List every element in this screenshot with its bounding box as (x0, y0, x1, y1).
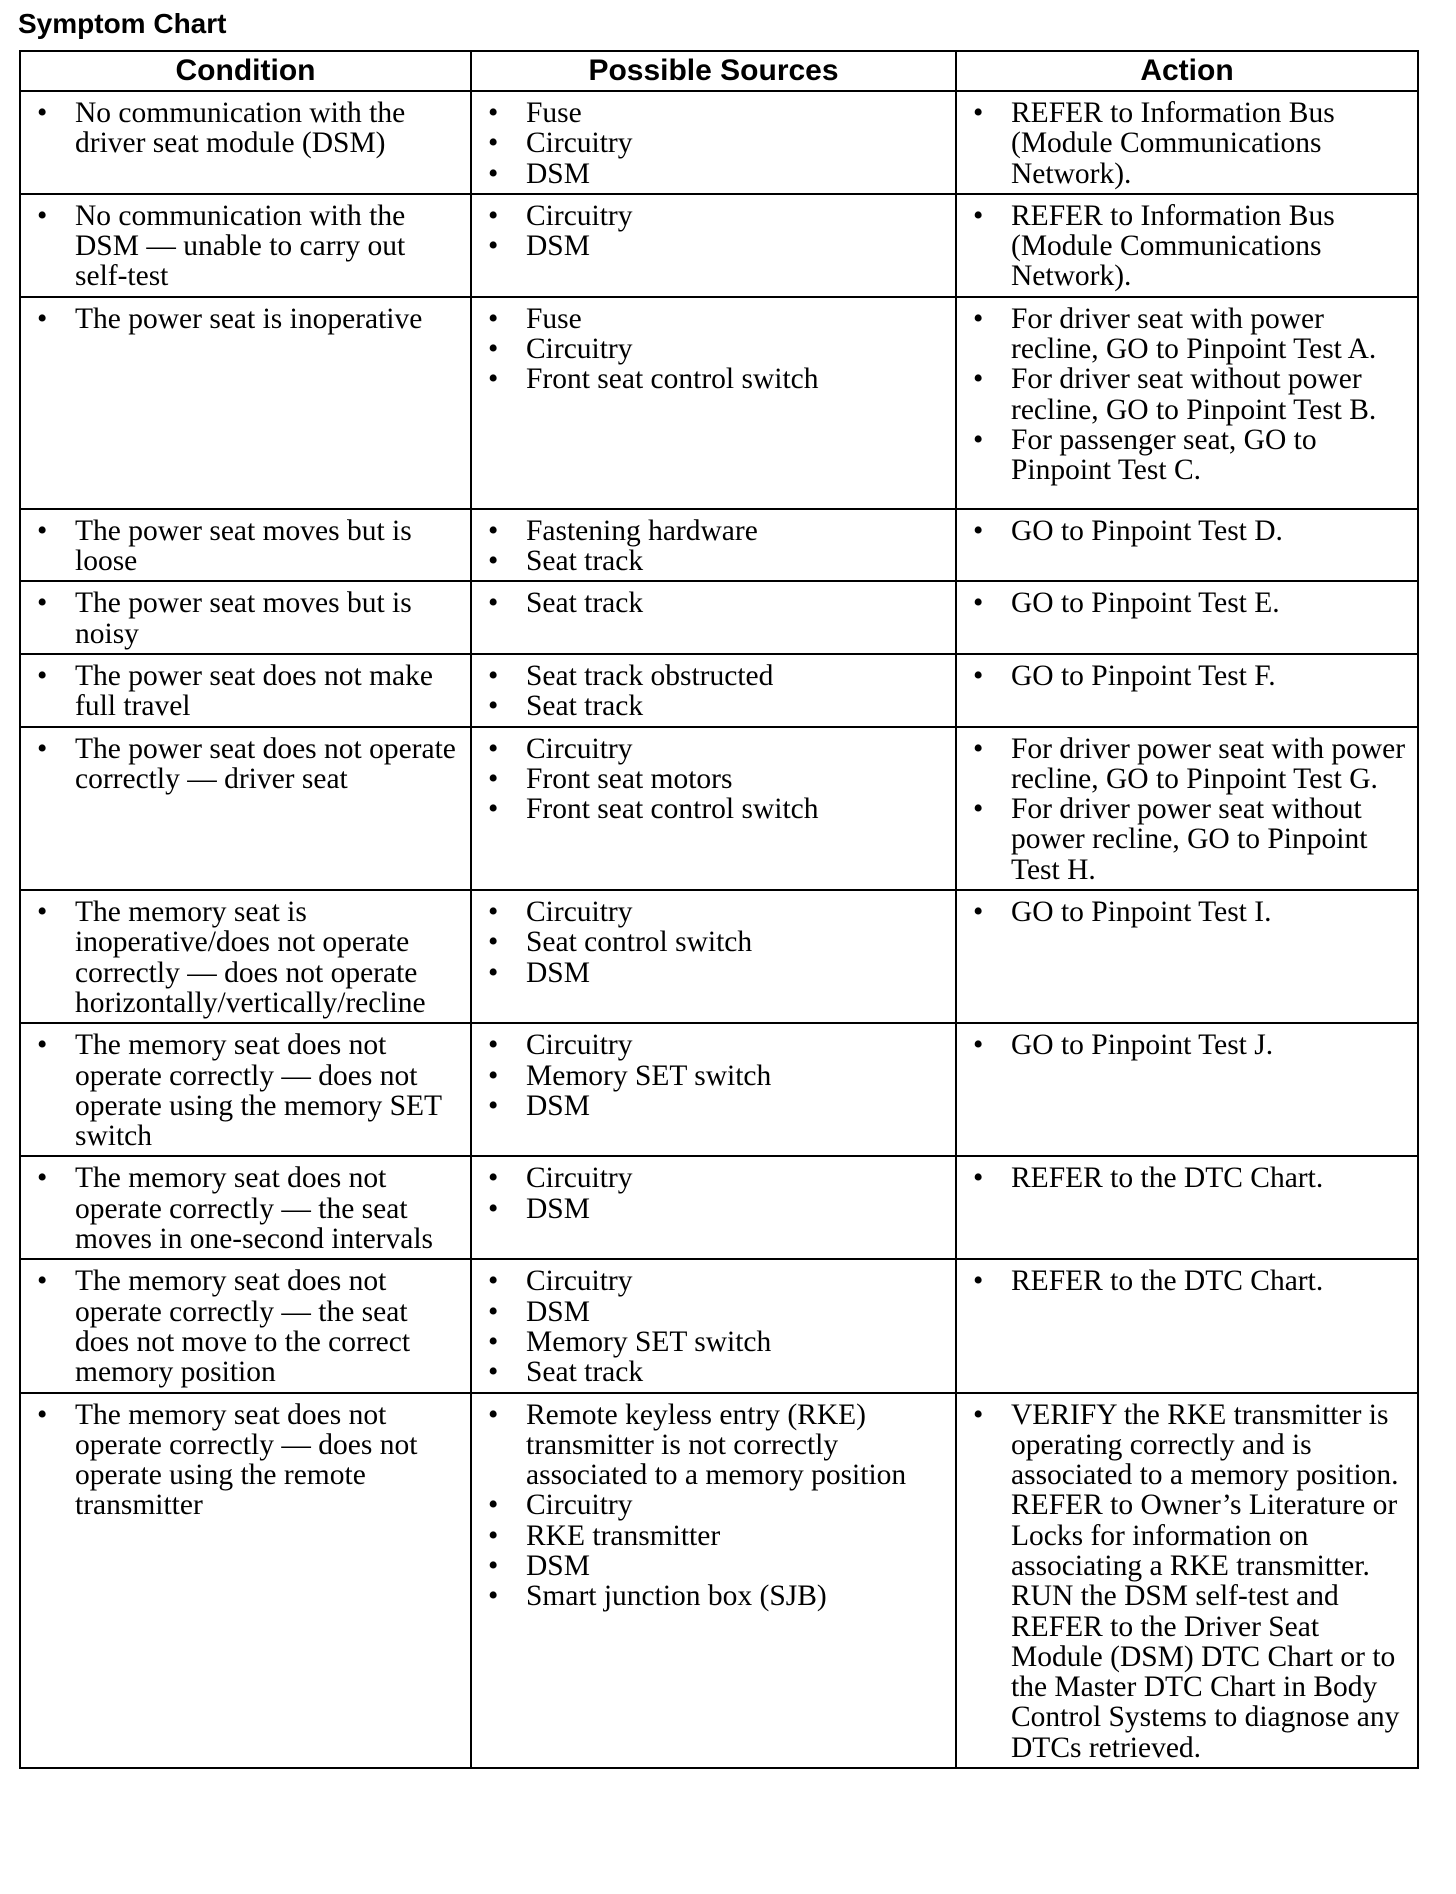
table-row (20, 1259, 1418, 1392)
bullet-list (29, 1030, 462, 1151)
source-item: • Circuitry (480, 128, 947, 158)
action-cell (956, 91, 1418, 194)
table-row (20, 194, 1418, 297)
bullet-list (480, 734, 947, 825)
column-header-condition: Condition (20, 51, 471, 91)
source-item: • Fuse (480, 304, 947, 334)
bullet-list (29, 734, 462, 795)
action-item: • GO to Pinpoint Test D. (965, 516, 1409, 546)
header-row (20, 51, 1418, 91)
source-item: • RKE transmitter (480, 1521, 947, 1551)
bullet-list (965, 588, 1409, 618)
page-title: Symptom Chart (18, 8, 227, 39)
table-row (20, 1156, 1418, 1259)
bullet-list (965, 897, 1409, 927)
action-cell (956, 1393, 1418, 1769)
action-item: • GO to Pinpoint Test I. (965, 897, 1409, 927)
source-item: • Front seat control switch (480, 794, 947, 824)
source-item: • Circuitry (480, 1266, 947, 1296)
table-row (20, 91, 1418, 194)
table-row (20, 1393, 1418, 1769)
condition-cell (20, 91, 471, 194)
bullet-list (480, 1163, 947, 1224)
action-item: • GO to Pinpoint Test J. (965, 1030, 1409, 1060)
bullet-list (29, 1266, 462, 1387)
bullet-list (480, 201, 947, 262)
source-item: • Seat track (480, 546, 947, 576)
action-item: • For passenger seat, GO to Pinpoint Test C. (965, 425, 1409, 486)
action-cell (956, 1156, 1418, 1259)
source-item: • DSM (480, 1091, 947, 1121)
bullet-list (29, 201, 462, 292)
action-cell (956, 1259, 1418, 1392)
condition-item: • The memory seat is inoperative/does not operate correctly — does not operate horizontally/vertically/recline (29, 897, 462, 1018)
bullet-list (29, 516, 462, 577)
condition-item: • The power seat is inoperative (29, 304, 462, 334)
condition-cell (20, 727, 471, 890)
column-header-possible-sources: Possible Sources (471, 51, 956, 91)
bullet-list (480, 304, 947, 395)
bullet-list (29, 897, 462, 1018)
action-cell (956, 194, 1418, 297)
bullet-list (29, 304, 462, 334)
sources-cell (471, 1156, 956, 1259)
action-cell (956, 654, 1418, 727)
action-item: • REFER to Information Bus (Module Communications Network). (965, 201, 1409, 292)
table-row (20, 1023, 1418, 1156)
action-cell (956, 890, 1418, 1023)
condition-item: • The power seat moves but is noisy (29, 588, 462, 649)
action-item: • For driver power seat with power recline, GO to Pinpoint Test G. (965, 734, 1409, 795)
sources-cell (471, 91, 956, 194)
sources-cell (471, 194, 956, 297)
sources-cell (471, 890, 956, 1023)
bullet-list (480, 1030, 947, 1121)
action-item: • GO to Pinpoint Test E. (965, 588, 1409, 618)
table-row (20, 509, 1418, 582)
source-item: • Circuitry (480, 897, 947, 927)
bullet-list (29, 588, 462, 649)
symptom-chart-table (19, 50, 1419, 1769)
bullet-list (965, 661, 1409, 691)
condition-cell (20, 1156, 471, 1259)
condition-cell (20, 890, 471, 1023)
source-item: • DSM (480, 231, 947, 261)
table-row (20, 654, 1418, 727)
condition-item: • The power seat does not make full travel (29, 661, 462, 722)
bullet-list (965, 98, 1409, 189)
sources-cell (471, 297, 956, 509)
bullet-list (29, 1400, 462, 1521)
condition-cell (20, 581, 471, 654)
source-item: • DSM (480, 958, 947, 988)
source-item: • DSM (480, 1297, 947, 1327)
source-item: • Front seat control switch (480, 364, 947, 394)
condition-item: • The power seat moves but is loose (29, 516, 462, 577)
source-item: • Circuitry (480, 734, 947, 764)
bullet-list (965, 304, 1409, 486)
bullet-list (480, 897, 947, 988)
action-item: • REFER to the DTC Chart. (965, 1163, 1409, 1193)
condition-item: • The power seat does not operate correctly — driver seat (29, 734, 462, 795)
source-item: • Fuse (480, 98, 947, 128)
condition-cell (20, 297, 471, 509)
source-item: • Fastening hardware (480, 516, 947, 546)
source-item: • Smart junction box (SJB) (480, 1581, 947, 1611)
source-item: • Memory SET switch (480, 1061, 947, 1091)
table-row (20, 890, 1418, 1023)
bullet-list (965, 1400, 1409, 1764)
action-item: • For driver seat with power recline, GO to Pinpoint Test A. (965, 304, 1409, 365)
source-item: • Remote keyless entry (RKE) transmitter is not correctly associated to a memory position (480, 1400, 947, 1491)
action-item: • REFER to Information Bus (Module Communications Network). (965, 98, 1409, 189)
condition-item: • The memory seat does not operate correctly — the seat moves in one-second intervals (29, 1163, 462, 1254)
action-cell (956, 727, 1418, 890)
table-row (20, 297, 1418, 509)
source-item: • Seat track (480, 1357, 947, 1387)
bullet-list (29, 1163, 462, 1254)
bullet-list (29, 661, 462, 722)
sources-cell (471, 1259, 956, 1392)
bullet-list (965, 1030, 1409, 1060)
action-item: • VERIFY the RKE transmitter is operating correctly and is associated to a memory position. REFER to Owner’s Literature or Locks for information on associating a RKE transmitter. RUN the DSM self-test and REFER to the Driver Seat Module (DSM) DTC Chart or to the Master DTC Chart in Body Control Systems to diagnose any DTCs retrieved. (965, 1400, 1409, 1764)
action-cell (956, 509, 1418, 582)
source-item: • DSM (480, 159, 947, 189)
condition-cell (20, 1393, 471, 1769)
column-header-action: Action (956, 51, 1418, 91)
source-item: • Circuitry (480, 1030, 947, 1060)
bullet-list (965, 1163, 1409, 1193)
sources-cell (471, 509, 956, 582)
condition-cell (20, 194, 471, 297)
bullet-list (480, 1266, 947, 1387)
action-item: • For driver power seat without power recline, GO to Pinpoint Test H. (965, 794, 1409, 885)
bullet-list (480, 588, 947, 618)
table-row (20, 581, 1418, 654)
action-cell (956, 297, 1418, 509)
bullet-list (480, 516, 947, 577)
source-item: • Front seat motors (480, 764, 947, 794)
source-item: • Circuitry (480, 1163, 947, 1193)
source-item: • Seat track (480, 588, 947, 618)
action-item: • REFER to the DTC Chart. (965, 1266, 1409, 1296)
bullet-list (480, 661, 947, 722)
condition-cell (20, 509, 471, 582)
action-cell (956, 1023, 1418, 1156)
action-item: • For driver seat without power recline, GO to Pinpoint Test B. (965, 364, 1409, 425)
condition-item: • No communication with the driver seat module (DSM) (29, 98, 462, 159)
condition-item: • The memory seat does not operate correctly — does not operate using the remote transmitter (29, 1400, 462, 1521)
source-item: • Memory SET switch (480, 1327, 947, 1357)
bullet-list (29, 98, 462, 159)
source-item: • DSM (480, 1551, 947, 1581)
bullet-list (480, 98, 947, 189)
bullet-list (965, 516, 1409, 546)
bullet-list (965, 734, 1409, 885)
condition-cell (20, 1023, 471, 1156)
sources-cell (471, 727, 956, 890)
source-item: • Seat track (480, 691, 947, 721)
action-cell (956, 581, 1418, 654)
condition-cell (20, 1259, 471, 1392)
sources-cell (471, 581, 956, 654)
bullet-list (480, 1400, 947, 1612)
sources-cell (471, 654, 956, 727)
condition-item: • The memory seat does not operate correctly — does not operate using the memory SET switch (29, 1030, 462, 1151)
source-item: • DSM (480, 1194, 947, 1224)
source-item: • Circuitry (480, 1490, 947, 1520)
source-item: • Seat track obstructed (480, 661, 947, 691)
bullet-list (965, 1266, 1409, 1296)
sources-cell (471, 1023, 956, 1156)
table-row (20, 727, 1418, 890)
action-item: • GO to Pinpoint Test F. (965, 661, 1409, 691)
sources-cell (471, 1393, 956, 1769)
condition-cell (20, 654, 471, 727)
table-body (20, 91, 1418, 1768)
source-item: • Seat control switch (480, 927, 947, 957)
source-item: • Circuitry (480, 334, 947, 364)
condition-item: • The memory seat does not operate correctly — the seat does not move to the correct memory position (29, 1266, 462, 1387)
condition-item: • No communication with the DSM — unable to carry out self-test (29, 201, 462, 292)
bullet-list (965, 201, 1409, 292)
source-item: • Circuitry (480, 201, 947, 231)
